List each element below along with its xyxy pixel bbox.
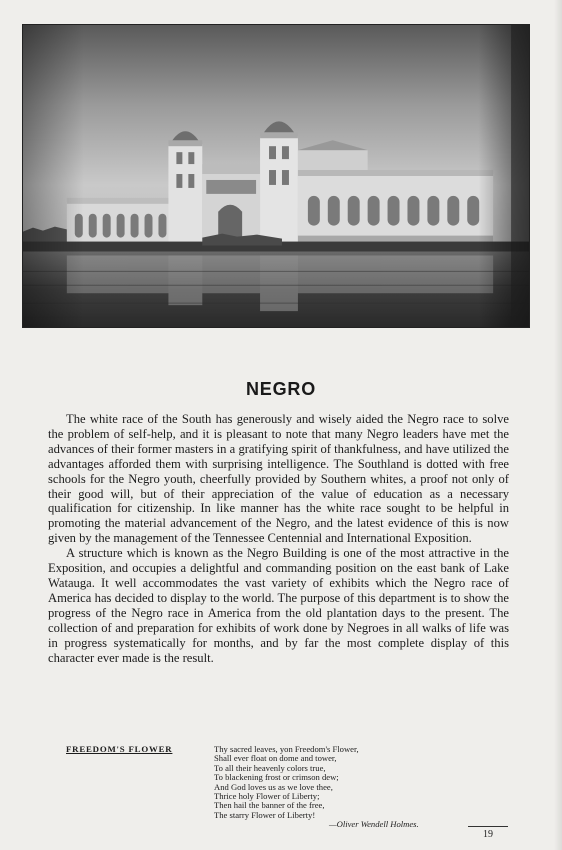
paragraph-white-race-aid: The white race of the South has generously and wisely aided the Negro race to solve the problem of self-help, and it is pleasant to note that many Negro leaders have met the advances of their former masters in a gratifying spirit of thankfulness, and have utilized the advantages afforded them with surprising intelligence. The Southland is dotted with free schools for the Negro youth, cheerfully provided by Southern whites, a proof not only of their good will, but of their appreciation of the value of education as a necessary qualification for citizenship. In like manner has the white race sought to be helpful in promoting the material advancement of the Negro, and the latest evidence of this is now given by the management of the Tennessee Centennial and International Exposition.	[48, 412, 509, 546]
poem-line: And God loves us as we love thee,	[214, 781, 333, 792]
poem-title: FREEDOM'S FLOWER	[66, 744, 173, 754]
poem-line: The starry Flower of Liberty!	[214, 809, 316, 820]
negro-building-photograph	[22, 24, 530, 328]
poem-line: Shall ever float on dome and tower,	[214, 753, 337, 764]
building-photo-svg	[23, 25, 529, 327]
poem-verse	[214, 745, 464, 830]
poem-line: Then hail the banner of the free,	[214, 800, 325, 811]
page-number-rule	[468, 826, 508, 827]
poem-line: Thrice holy Flower of Liberty;	[214, 791, 320, 802]
poem-line: To all their heavenly colors true,	[214, 762, 326, 773]
poem-line: Thy sacred leaves, yon Freedom's Flower,	[214, 744, 359, 754]
section-heading: NEGRO	[245, 379, 316, 399]
poem-attribution: —Oliver Wendell Holmes.	[329, 819, 419, 830]
article-body	[48, 412, 509, 665]
poem-line: To blackening frost or crimson dew;	[214, 772, 339, 783]
paragraph-negro-building: A structure which is known as the Negro Building is one of the most attractive in the Exposition, and occupies a delightful and commanding position on the east bank of Lake Watauga. It well accommodates the vast variety of exhibits which the Negro race of America has decided to display to the world. The purpose of this department is to show the progress of the Negro race in America from the old plantation days to the present. The collection of and preparation for exhibits of work done by Negroes in all walks of life was in progress systematically for months, and by far the most complete display of this character ever made is the result.	[48, 546, 509, 665]
page-edge-shadow	[554, 0, 562, 850]
page-number: 19	[483, 829, 493, 840]
